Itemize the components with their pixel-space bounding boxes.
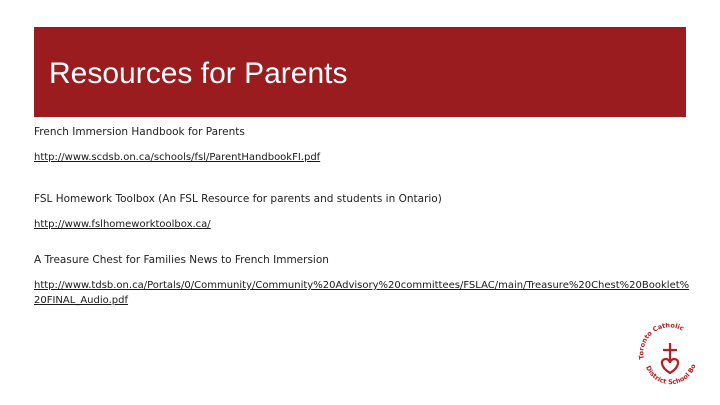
resource-title: French Immersion Handbook for Parents [34, 126, 245, 138]
resource-item [34, 124, 694, 165]
seal-cross-heart [662, 343, 678, 373]
resource-link[interactable]: http://www.scdsb.on.ca/schools/fsl/ParentHandbookFI.pdf [34, 152, 321, 163]
resource-link[interactable]: http://www.tdsb.on.ca/Portals/0/Community/Community%20Advisory%20committees/FSLAC/main/Treasure%20Chest%20Booklet%20FINAL_Audio.pdf [34, 280, 690, 306]
school-board-seal-icon [636, 323, 704, 391]
resource-item [34, 252, 694, 308]
resource-title: FSL Homework Toolbox (An FSL Resource for parents and students in Ontario) [34, 193, 442, 205]
svg-text:District School Board: District School Bo [644, 362, 698, 387]
title-banner [34, 27, 686, 117]
resource-item [34, 191, 694, 232]
resource-list [34, 124, 694, 308]
svg-text:Toronto Catholic: Toronto Catholic [637, 323, 686, 360]
resource-link[interactable]: http://www.fslhomeworktoolbox.ca/ [34, 219, 211, 230]
seal-lettering [636, 323, 698, 386]
resource-title: A Treasure Chest for Families News to French Immersion [34, 254, 329, 266]
page-title: Resources for Parents [49, 57, 348, 90]
